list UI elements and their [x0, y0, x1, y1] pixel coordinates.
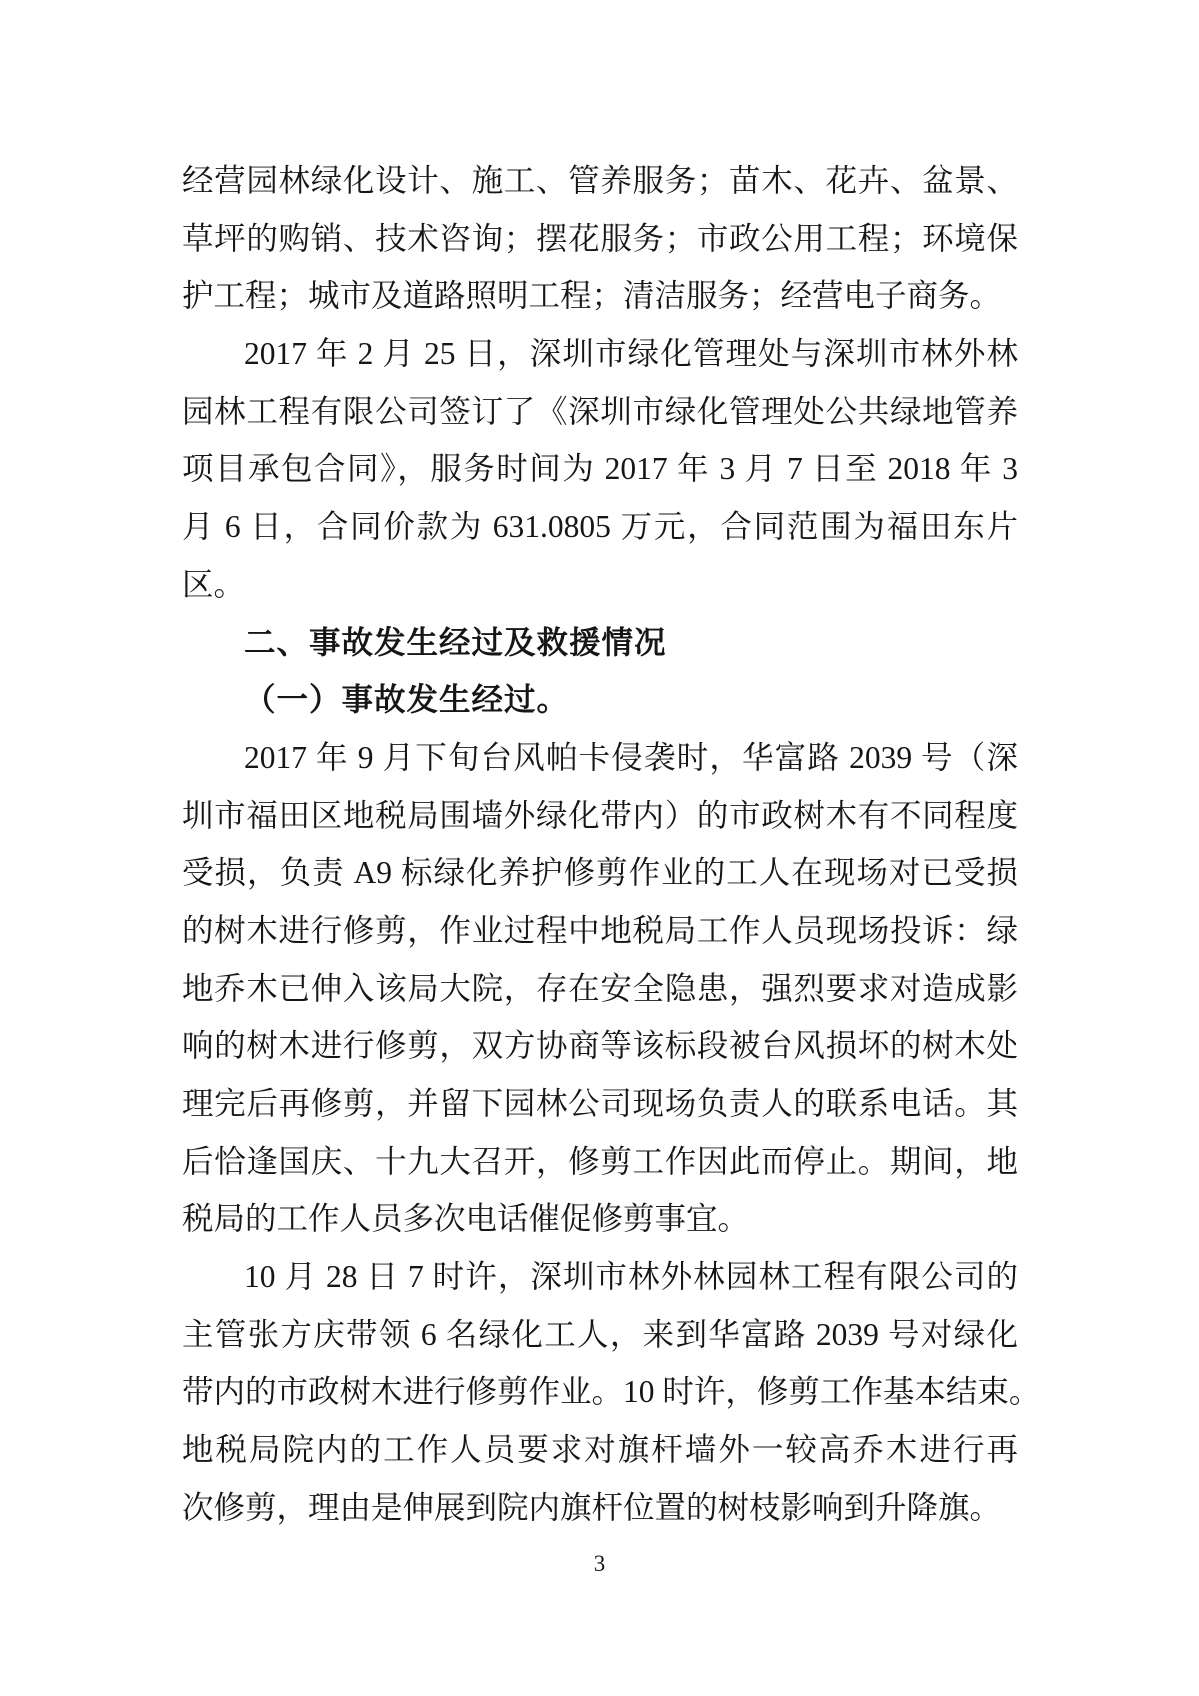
text-line: 响的树木进行修剪，双方协商等该标段被台风损坏的树木处	[182, 1028, 1018, 1064]
text-line: 的树木进行修剪，作业过程中地税局工作人员现场投诉：绿	[182, 912, 1018, 948]
text-line: 地乔木已伸入该局大院，存在安全隐患，强烈要求对造成影	[182, 970, 1018, 1006]
text-line: 2017 年 2 月 25 日，深圳市绿化管理处与深圳市林外林	[244, 336, 1018, 372]
text-line: 2017 年 9 月下旬台风帕卡侵袭时，华富路 2039 号（深	[244, 739, 1018, 775]
text-line: 地税局院内的工作人员要求对旗杆墙外一较高乔木进行再	[182, 1432, 1018, 1468]
text-line: 后恰逢国庆、十九大召开，修剪工作因此而停止。期间，地	[182, 1143, 1018, 1179]
section-heading: （一）事故发生经过。	[244, 681, 570, 718]
text-line: 园林工程有限公司签订了《深圳市绿化管理处公共绿地管养	[182, 393, 1018, 429]
page-footer	[0, 1550, 1199, 1578]
text-line: 草坪的购销、技术咨询；摆花服务；市政公用工程；环境保	[182, 220, 1018, 256]
text-line: 区。	[182, 566, 246, 602]
text-line: 主管张方庆带领 6 名绿化工人，来到华富路 2039 号对绿化	[182, 1316, 1018, 1352]
text-line: 10 月 28 日 7 时许，深圳市林外林园林工程有限公司的	[244, 1259, 1018, 1295]
document-body	[182, 152, 1041, 1537]
text-line: 税局的工作人员多次电话催促修剪事宜。	[182, 1201, 750, 1237]
text-line: 理完后再修剪，并留下园林公司现场负责人的联系电话。其	[182, 1086, 1018, 1121]
text-line: 带内的市政树木进行修剪作业。10 时许，修剪工作基本结束。	[182, 1374, 1041, 1410]
page-number: 3	[593, 1551, 606, 1576]
text-line: 受损，负责 A9 标绿化养护修剪作业的工人在现场对已受损	[182, 855, 1018, 891]
text-line: 次修剪，理由是伸展到院内旗杆位置的树枝影响到升降旗。	[182, 1489, 1002, 1525]
text-line: 圳市福田区地税局围墙外绿化带内）的市政树木有不同程度	[182, 797, 1018, 833]
section-heading: 二、事故发生经过及救援情况	[244, 623, 667, 660]
text-line: 护工程；城市及道路照明工程；清洁服务；经营电子商务。	[182, 278, 1002, 314]
text-line: 经营园林绿化设计、施工、管养服务；苗木、花卉、盆景、	[182, 163, 1018, 198]
text-line: 项目承包合同》，服务时间为 2017 年 3 月 7 日至 2018 年 3	[182, 451, 1018, 487]
text-line: 月 6 日，合同价款为 631.0805 万元，合同范围为福田东片	[182, 509, 1018, 545]
